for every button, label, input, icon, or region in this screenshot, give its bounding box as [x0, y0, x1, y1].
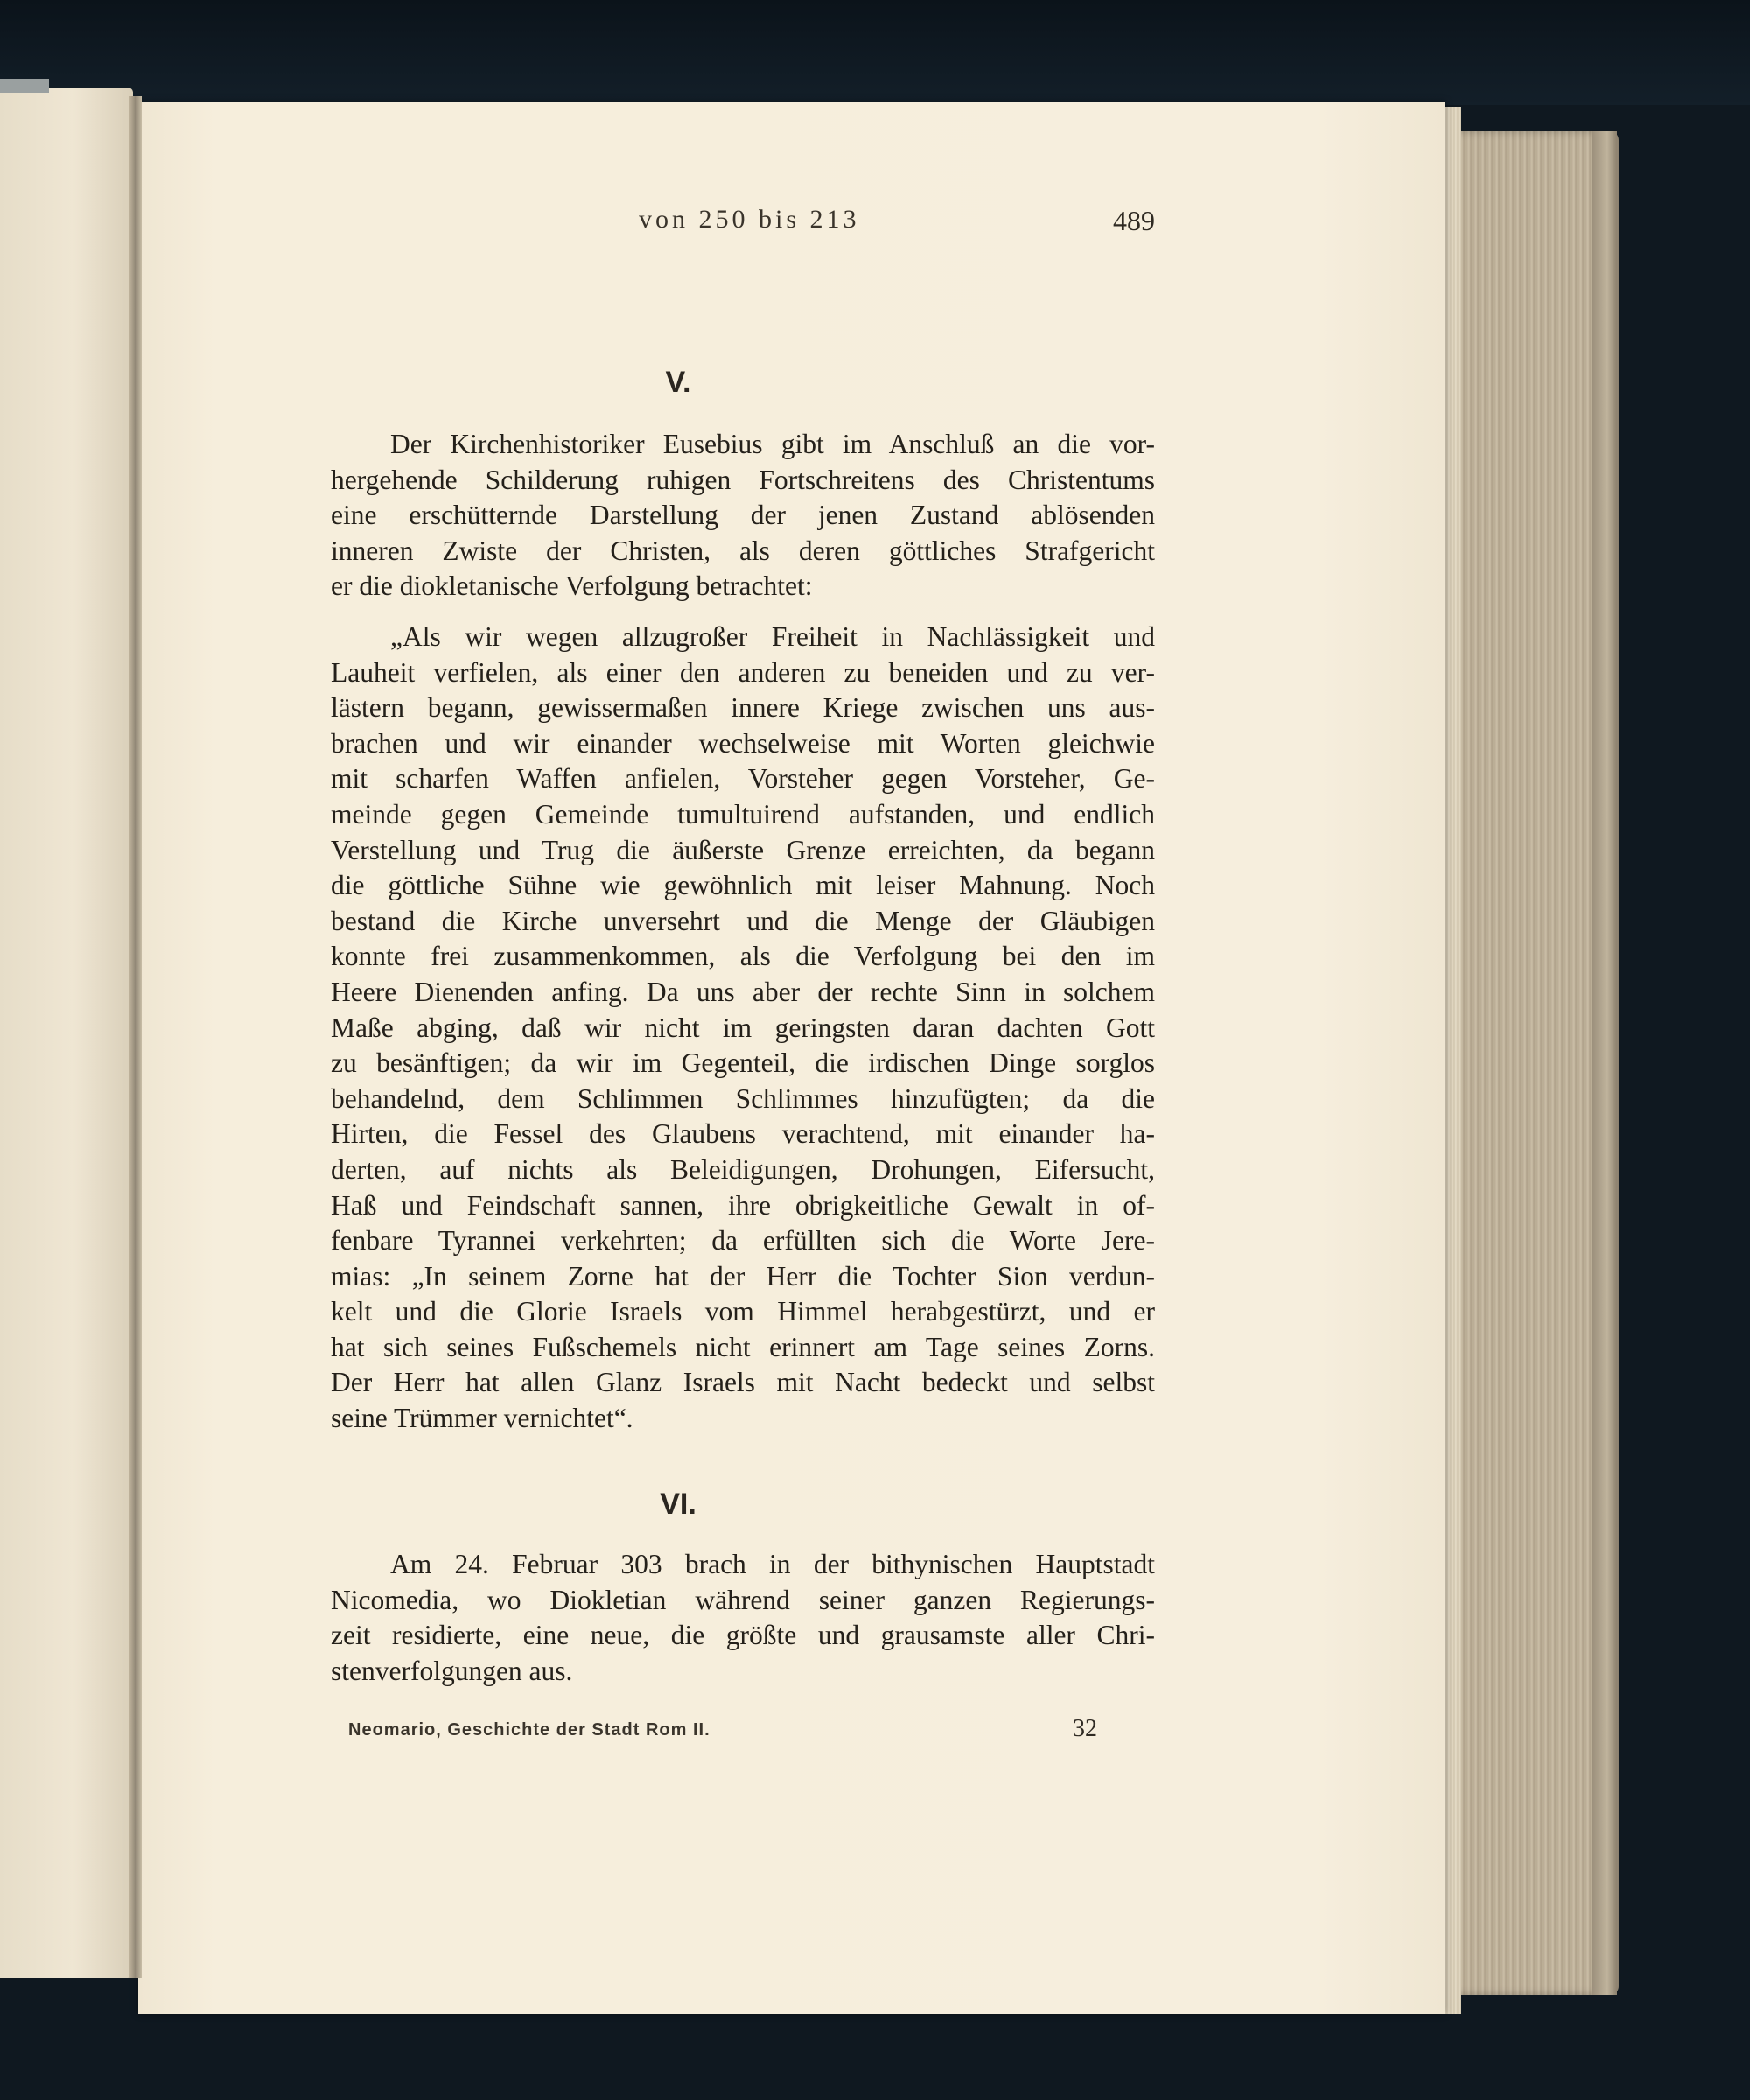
text-line: die göttliche Sühne wie gewöhnlich mit leiser Mahnung. Noch	[331, 870, 1155, 901]
text-line: Haß und Feindschaft sannen, ihre obrigkeitliche Gewalt in of-	[331, 1189, 1155, 1221]
text-line: Am 24. Februar 303 brach in der bithynischen Hauptstadt	[390, 1549, 1155, 1579]
signature-number: 32	[1073, 1715, 1097, 1742]
text-line: bestand die Kirche unversehrt und die Menge der Gläubigen	[331, 905, 1155, 936]
section-heading-vi: VI.	[660, 1488, 696, 1521]
page-number: 489	[1113, 205, 1155, 236]
text-line: lästern begann, gewissermaßen innere Kriege zwischen uns aus-	[331, 692, 1155, 724]
text-line: Der Herr hat allen Glanz Israels mit Nacht bedeckt und selbst	[331, 1367, 1155, 1398]
text-line: Der Kirchenhistoriker Eusebius gibt im Anschluß an die vor-	[390, 429, 1155, 459]
text-line: behandelnd, dem Schlimmen Schlimmes hinzufügten; da die	[331, 1082, 1155, 1114]
text-line: er die diokletanische Verfolgung betrachtet:	[331, 570, 813, 602]
running-title: von 250 bis 213	[639, 205, 860, 234]
text-line: mit scharfen Waffen anfielen, Vorsteher gegen Vorsteher, Ge-	[331, 763, 1155, 794]
text-line: brachen und wir einander wechselweise mit Worten gleichwie	[331, 727, 1155, 759]
paragraph-intro	[331, 427, 1155, 605]
text-line: Lauheit verfielen, als einer den anderen zu beneiden und zu ver-	[331, 656, 1155, 688]
text-line: „Als wir wegen allzugroßer Freiheit in Nachlässigkeit und	[390, 621, 1155, 652]
text-line: hergehende Schilderung ruhigen Fortschreitens des Christentums	[331, 464, 1155, 495]
text-line: fenbare Tyrannei verkehrten; da erfüllten sich die Worte Jere-	[331, 1225, 1155, 1256]
left-page-edge	[0, 88, 133, 1978]
signature-title: Neomario, Geschichte der Stadt Rom II.	[348, 1720, 710, 1740]
text-line: mias: „In seinem Zorne hat der Herr die Tochter Sion verdun-	[331, 1260, 1155, 1292]
text-line: zu besänftigen; da wir im Gegenteil, die irdischen Dinge sorglos	[331, 1047, 1155, 1079]
text-line: Maße abging, daß wir nicht im geringsten daran dachten Gott	[331, 1012, 1155, 1043]
text-line: stenverfolgungen aus.	[331, 1655, 573, 1686]
book-cover	[1592, 131, 1617, 1995]
text-line: Nicomedia, wo Diokletian während seiner ganzen Regierungs-	[331, 1584, 1155, 1615]
text-line: hat sich seines Fußschemels nicht erinnert am Tage seines Zorns.	[331, 1331, 1155, 1362]
text-line: zeit residierte, eine neue, die größte und grausamste aller Chri-	[331, 1620, 1155, 1651]
left-page-tab	[0, 79, 49, 93]
text-line: seine Trümmer vernichtet“.	[331, 1403, 634, 1434]
text-line: eine erschütternde Darstellung der jenen Zustand ablösenden	[331, 500, 1155, 531]
paragraph-section-vi	[331, 1547, 1155, 1689]
section-heading-v: V.	[665, 366, 691, 399]
text-line: Heere Dienenden anfing. Da uns aber der rechte Sinn in solchem	[331, 976, 1155, 1007]
text-line: derten, auf nichts als Beleidigungen, Drohungen, Eifersucht,	[331, 1153, 1155, 1185]
text-line: inneren Zwiste der Christen, als deren göttliches Strafgericht	[331, 535, 1155, 566]
background-top	[0, 0, 1750, 105]
book-gutter	[130, 96, 142, 1978]
running-head	[201, 205, 1155, 248]
paragraph-quote	[331, 620, 1155, 1437]
text-line: meinde gegen Gemeinde tumultuirend aufstanden, und endlich	[331, 798, 1155, 830]
text-line: konnte frei zusammenkommen, als die Verfolgung bei den im	[331, 941, 1155, 972]
text-line: Verstellung und Trug die äußerste Grenze erreichten, da begann	[331, 834, 1155, 865]
text-line: kelt und die Glorie Israels vom Himmel herabgestürzt, und er	[331, 1296, 1155, 1327]
text-line: Hirten, die Fessel des Glaubens verachtend, mit einander ha-	[331, 1118, 1155, 1150]
